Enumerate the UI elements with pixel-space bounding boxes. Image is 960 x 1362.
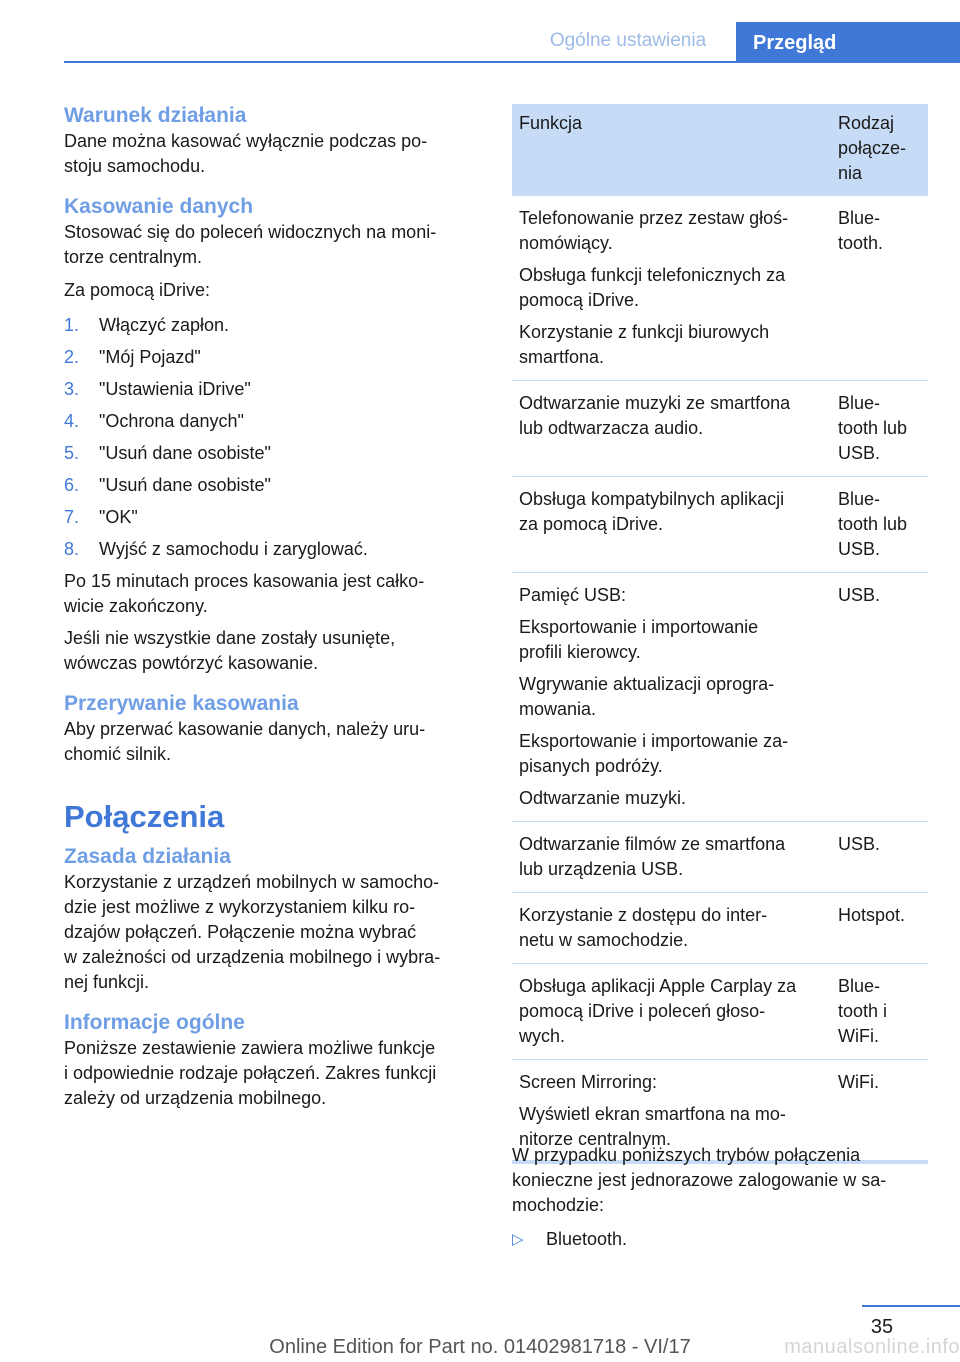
column-header-funkcja: Funkcja (512, 104, 831, 196)
header-rule (64, 61, 960, 63)
footer-rule (862, 1305, 960, 1307)
table-header-row (512, 104, 928, 196)
table-row (512, 822, 928, 893)
table-row (512, 964, 928, 1060)
steps-list (64, 313, 479, 569)
table-row (512, 477, 928, 573)
table-cell-type: Blue‐ tooth i WiFi. (831, 964, 928, 1060)
kasowanie-text: Stosować się do poleceń widocznych na moni‐ torze centralnym. (64, 222, 437, 267)
list-item: 7. "OK" (64, 507, 138, 527)
table-cell-type: WiFi. (831, 1060, 928, 1163)
triangle-bullet-icon: ▷ (512, 1231, 524, 1248)
table-row (512, 196, 928, 381)
warunek-heading: Warunek działania (64, 104, 247, 127)
table-cell-function: Obsługa kompatybilnych aplikacji za pomocą iDrive. (512, 477, 831, 573)
connections-table (512, 104, 928, 1164)
list-item: 1. Włączyć zapłon. (64, 315, 230, 335)
table-cell-type: USB. (831, 573, 928, 822)
table-cell-function: Korzystanie z dostępu do inter‐ netu w samochodzie. (512, 893, 831, 964)
list-item: 8. Wyjść z samochodu i zaryglować. (64, 539, 368, 559)
informacje-heading: Informacje ogólne (64, 1011, 245, 1034)
list-item: 3. "Ustawienia iDrive" (64, 379, 251, 399)
warunek-text: Dane można kasować wyłącznie podczas po‐ stoju samochodu. (64, 131, 428, 176)
list-item: ▷ Bluetooth. (512, 1227, 928, 1252)
zasada-heading: Zasada działania (64, 845, 231, 868)
repeat-text: Jeśli nie wszystkie dane zostały usunięte, wówczas powtórzyć kasowanie. (64, 628, 396, 673)
table-cell-function: Pamięć USB: Eksportowanie i importowanie profili kierowcy. Wgrywanie aktualizacji oprogra‐ mowania. Eksportowanie i importowanie za‐ pisanych podróży. Odtwarzanie muzyki. (512, 573, 831, 822)
table-row (512, 381, 928, 477)
table-row (512, 573, 928, 822)
after15-text: Po 15 minutach proces kasowania jest całko‐ wicie zakończony. (64, 571, 425, 616)
header-section: Ogólne ustawienia (549, 30, 707, 51)
edition-footer: Online Edition for Part no. 01402981718 - VI/17 (269, 1336, 691, 1358)
table-cell-function: Screen Mirroring: Wyświetl ekran smartfona na mo‐ nitorze centralnym. (512, 1060, 831, 1163)
table-cell-type: Blue‐ tooth lub USB. (831, 381, 928, 477)
przerywanie-text: Aby przerwać kasowanie danych, należy uru‐ chomić silnik. (64, 719, 426, 764)
table-cell-function: Odtwarzanie muzyki ze smartfona lub odtwarzacza audio. (512, 381, 831, 477)
table-cell-type: Blue‐ tooth lub USB. (831, 477, 928, 573)
page-number: 35 (870, 1316, 894, 1338)
list-item: 5. "Usuń dane osobiste" (64, 443, 271, 463)
column-header-rodzaj: Rodzaj połącze‐ nia (831, 104, 928, 196)
table-cell-function: Telefonowanie przez zestaw głoś‐ nomówiący. Obsługa funkcji telefonicznych za pomocą iDrive. Korzystanie z funkcji biurowych smartfona. (512, 196, 831, 381)
table-cell-function: Obsługa aplikacji Apple Carplay za pomocą iDrive i poleceń głoso‐ wych. (512, 964, 831, 1060)
header-tab: Przegląd (736, 22, 960, 62)
table-row (512, 893, 928, 964)
watermark: manualsonline.info (784, 1336, 960, 1358)
list-item: 4. "Ochrona danych" (64, 411, 244, 431)
polaczenia-heading: Połączenia (64, 799, 225, 834)
list-item: 2. "Mój Pojazd" (64, 347, 201, 367)
login-note: W przypadku poniższych trybów połączenia konieczne jest jednorazowe zalogowanie w sa‐ mochodzie: ▷ Bluetooth. (512, 1143, 928, 1252)
table-cell-type: Hotspot. (831, 893, 928, 964)
list-item: 6. "Usuń dane osobiste" (64, 475, 271, 495)
kasowanie-heading: Kasowanie danych (64, 195, 254, 218)
zasada-text: Korzystanie z urządzeń mobilnych w samocho‐ dzie jest możliwe z wykorzystaniem kilku ro‐ dzajów połączeń. Połączenie można wybrać w zależności od urządzenia mobilnego i wybra‐ nej funkcji. (64, 872, 441, 992)
informacje-text: Poniższe zestawienie zawiera możliwe funkcje i odpowiednie rodzaje połączeń. Zakres funkcji zależy od urządzenia mobilnego. (64, 1038, 437, 1108)
table-cell-function: Odtwarzanie filmów ze smartfona lub urządzenia USB. (512, 822, 831, 893)
table-cell-type: USB. (831, 822, 928, 893)
przerywanie-heading: Przerywanie kasowania (64, 692, 299, 715)
table-cell-type: Blue‐ tooth. (831, 196, 928, 381)
left-column (64, 103, 479, 1111)
idrive-intro: Za pomocą iDrive: (64, 280, 211, 300)
